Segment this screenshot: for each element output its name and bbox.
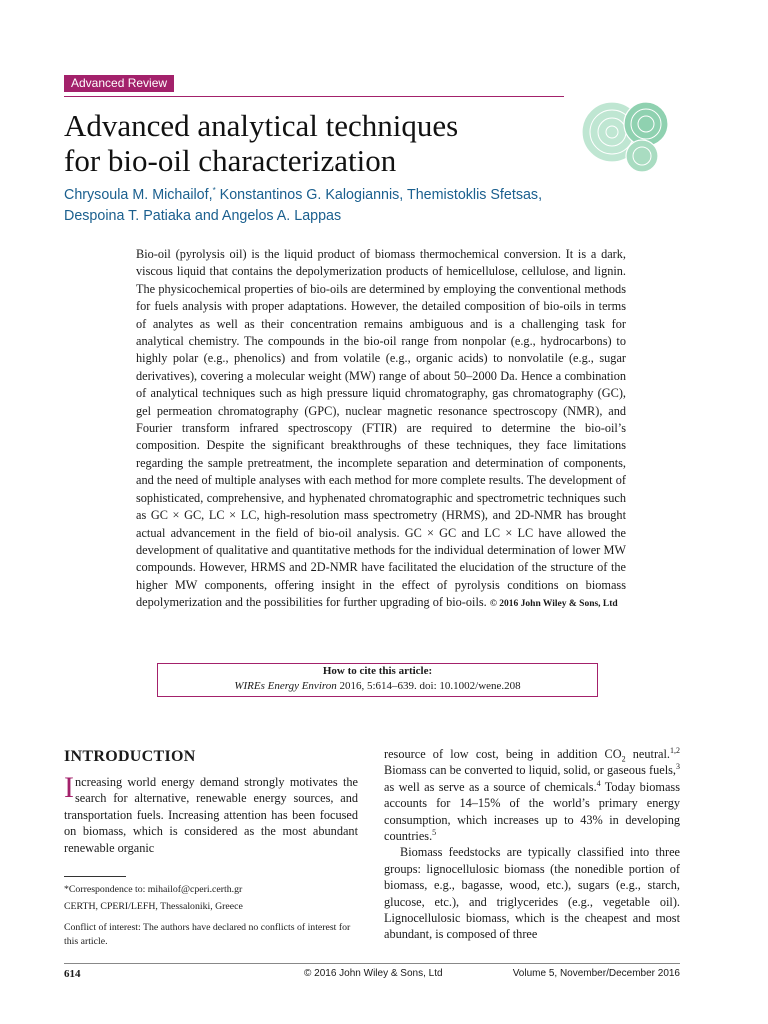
reference-3[interactable]: 3 <box>676 762 680 772</box>
title-line-2: for bio-oil characterization <box>64 143 397 178</box>
abstract-copyright: © 2016 John Wiley & Sons, Ltd <box>489 599 618 610</box>
article-type-tag: Advanced Review <box>64 75 174 92</box>
citation-heading: How to cite this article: <box>322 665 433 677</box>
intro-paragraph-2: Biomass feedstocks are typically classified into three groups: lignocellulosic biomass (the nonedible portion of biomass, e.g., bagasse, wood, etc.), sugars (e.g., starch, glucose, etc.), and triglycerides (e.g., vegetable oil). Lignocellulosic biomass, which is the cheapest and most abundant, is composed of three <box>384 845 680 942</box>
p1-cont-c: Biomass can be converted to liquid, solid, or gaseous fuels, <box>384 763 676 778</box>
reference-4[interactable]: 4 <box>596 778 601 788</box>
citation-text <box>158 679 597 694</box>
article-title <box>64 108 584 178</box>
footer-rule <box>64 963 680 964</box>
footnote-correspondence: *Correspondence to: mihailof@cperi.certh.gr <box>64 884 243 896</box>
p1-cont-b: neutral. <box>625 747 670 761</box>
authors-line-2: Despoina T. Patiaka and Angelos A. Lappas <box>64 208 342 224</box>
decorative-circles-graphic <box>572 92 692 182</box>
citation-box <box>157 663 598 697</box>
footer-volume: Volume 5, November/December 2016 <box>512 968 680 979</box>
intro-paragraph-1 <box>64 771 358 856</box>
corresponding-author-mark: * <box>212 186 216 196</box>
footnote-conflict: Conflict of interest: The authors have declared no conflicts of interest for this article. <box>64 922 351 947</box>
introduction-heading: INTRODUCTION <box>64 748 196 765</box>
author-list <box>64 185 684 227</box>
intro-paragraph-1-text: ncreasing world energy demand strongly motivates the search for alternative, renewable energy sources, and transportation fuels. Increasing attention has been focused on biomass, which is considered as the most abundant renewable organic <box>64 775 358 855</box>
right-column <box>384 746 680 943</box>
co2-subscript: 2 <box>621 754 626 764</box>
drop-cap: I <box>64 771 74 804</box>
abstract-text: Bio-oil (pyrolysis oil) is the liquid product of biomass thermochemical conversion. It is a dark, viscous liquid that contains the depolymerization products of hemicellulose, cellulose, and lignin. The physicochemical properties of bio-oils are determined by employing the conventional methods for fuels analysis with proper adaptations. However, the detailed composition of bio-oils in terms of analytes as well as their concentration remains ambiguous and is a challenging task for analytical chemistry. The compounds in the bio-oil range from nonpolar (e.g., hydrocarbons) to highly polar (e.g., phenolics) and from volatile (e.g., organic acids) to nonvolatile (e.g., sugar derivatives), covering a molecular weight (MW) range of about 50–2000 Da. Hence a combination of analytical techniques such as high pressure liquid chromatography, gas chromatography (GC), gel permeation chromatography (GPC), nuclear magnetic resonance spectroscopy (NMR), and Fourier transform infrared spectroscopy (FTIR) are required to determine the bio-oil’s composition. Despite the significant breakthroughs of these techniques, they face limitations regarding the sample pretreatment, the incomplete separation and determination of components, and the need of multiple analyses with each method for more complete results. The development of sophisticated, comprehensive, and hyphenated chromatographic and spectrometric techniques such as GC × GC, LC × LC, high-resolution mass spectrometry (HRMS), and 2D-NMR has brought actual advancement in the field of bio-oil analysis. GC × GC and LC × LC have allowed the development of qualitative and quantitative methods for the individual determination of lower MW compounds. However, HRMS and 2D-NMR have facilitated the elucidation of the structure of the higher MW components, offering insight in the effect of pyrolysis conditions on biomass depolymerization and the possibilities for further upgrading of bio-oils. <box>136 247 626 610</box>
citation-details: 2016, 5:614–639. doi: 10.1002/wene.208 <box>336 680 521 692</box>
authors-line-1: Chrysoula M. Michailof, <box>64 187 213 203</box>
header-rule <box>64 96 564 97</box>
citation-journal: WIREs Energy Environ <box>234 680 337 692</box>
intro-paragraph-1-continued <box>384 746 680 844</box>
title-line-1: Advanced analytical techniques <box>64 108 459 143</box>
p1-cont-d: as well as serve as a source of chemicals. <box>384 779 597 794</box>
footnote-rule <box>64 876 126 877</box>
footer-copyright: © 2016 John Wiley & Sons, Ltd <box>304 968 443 979</box>
p1-cont-e: Today biomass accounts for 14–15% of the world’s primary energy consumption, which increases up to 43% in developing countries. <box>384 779 680 844</box>
authors-line-1b: Konstantinos G. Kalogiannis, Themistoklis Sfetsas, <box>215 187 543 203</box>
left-column <box>64 748 358 951</box>
page-number: 614 <box>64 968 81 980</box>
reference-5[interactable]: 5 <box>432 827 437 837</box>
p1-cont-a: resource of low cost, being in addition CO <box>384 747 622 761</box>
abstract <box>136 246 626 614</box>
reference-1-2[interactable]: 1,2 <box>670 745 680 755</box>
footnote-affiliation: CERTH, CPERI/LEFH, Thessaloniki, Greece <box>64 900 243 912</box>
